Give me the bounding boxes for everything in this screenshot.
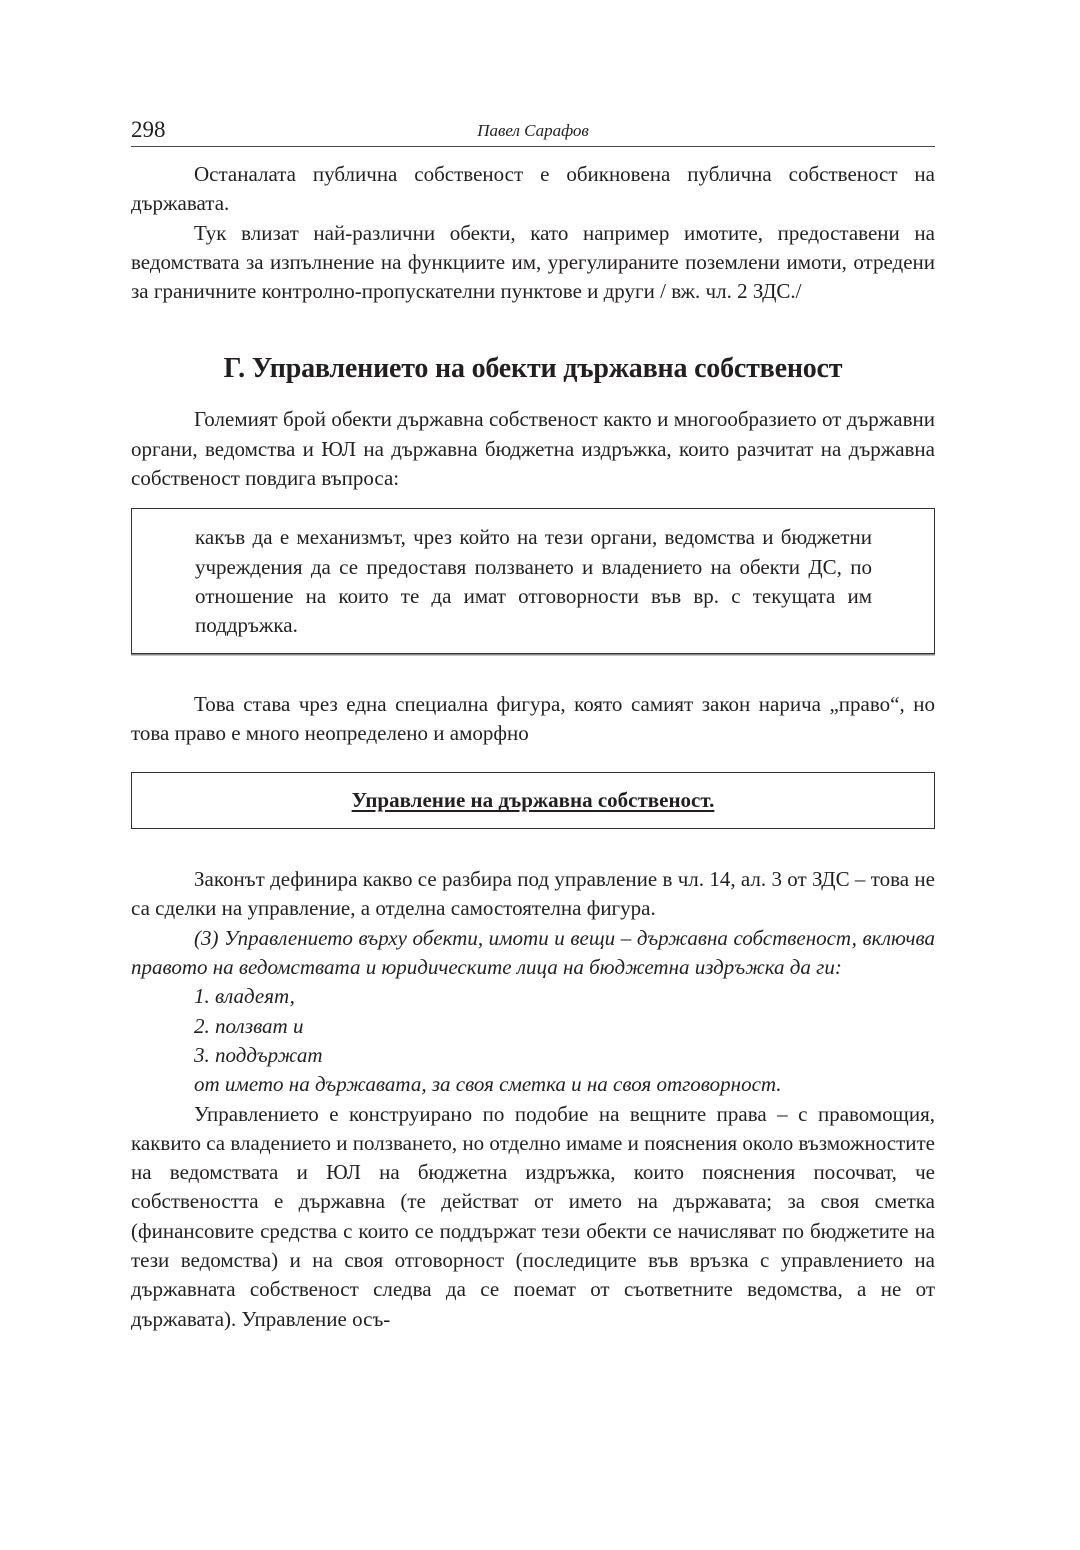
book-page bbox=[131, 112, 935, 1334]
paragraph-management-construction: Управлението е конструирано по подобие на вещните права – с правомощия, каквито са владението и ползването, но отделно имаме и пояснения около възможностите на ведомствата и ЮЛ на бюджетна издръжка, които пояснения посочват, че собствеността е държавна (те действат от името на държавата; за своя сметка (финансовите средства с които се поддържат тези обекти се начисляват по бюджетите на тези ведомства) и на своя отговорност (последиците във връзка с управлението на държавната собственост следва да се поемат от съответните ведомства, а не от държавата). Управление осъ- bbox=[131, 1101, 935, 1331]
paragraph-remaining-public-property: Останалата публична собственост е обикновена публична собственост на държавата. bbox=[131, 162, 935, 216]
quote-list-item: 2. ползват и bbox=[194, 1013, 304, 1038]
term-box-text: Управление на държавна собственост. bbox=[351, 788, 715, 813]
quote-list-item: 3. поддържат bbox=[194, 1042, 323, 1067]
question-box-text: какъв да е механизмът, чрез който на тези органи, ведомства и бюджетни учреждения да се предоставя ползването и владението на обекти ДС, по отношение на които те да имат отговорности във вр. с текущата им поддръжка. bbox=[195, 525, 872, 638]
section-heading: Г. Управлението на обекти държавна собственост bbox=[223, 353, 843, 385]
paragraph-special-figure: Това става чрез една специална фигура, която самият закон нарича „право“, но това право е много неопределено и аморфно bbox=[131, 691, 935, 745]
running-title-author: Павел Сарафов bbox=[477, 121, 589, 140]
term-box bbox=[131, 772, 935, 829]
running-header bbox=[131, 112, 935, 147]
quote-list-closing: от името на държавата, за своя сметка и на своя отговорност. bbox=[194, 1072, 782, 1097]
question-box bbox=[131, 508, 935, 653]
paragraph-question-intro: Големият брой обекти държавна собственост както и многообразието от държавни органи, ведомства и ЮЛ на държавна бюджетна издръжка, които разчитат на държавна собственост повдига въпроса: bbox=[131, 407, 935, 491]
page-number: 298 bbox=[131, 117, 166, 142]
paragraph-law-definition: Законът дефинира какво се разбира под управление в чл. 14, ал. 3 от ЗДС – това не са сделки на управление, а отделна самостоятелна фигура. bbox=[131, 867, 935, 921]
quote-article-14-3: (3) Управлението върху обекти, имоти и вещи – държавна собственост, включва правото на ведомствата и юридическите лица на бюджетна издръжка да ги: bbox=[131, 925, 935, 980]
paragraph-examples: Тук влизат най-различни обекти, като например имотите, предоставени на ведомствата за изпълнение на функциите им, урегулираните поземлени имоти, отредени за граничните контролно-пропускателни пунктове и други / вж. чл. 2 ЗДС./ bbox=[131, 220, 935, 304]
quote-list-item: 1. владеят, bbox=[194, 984, 295, 1009]
